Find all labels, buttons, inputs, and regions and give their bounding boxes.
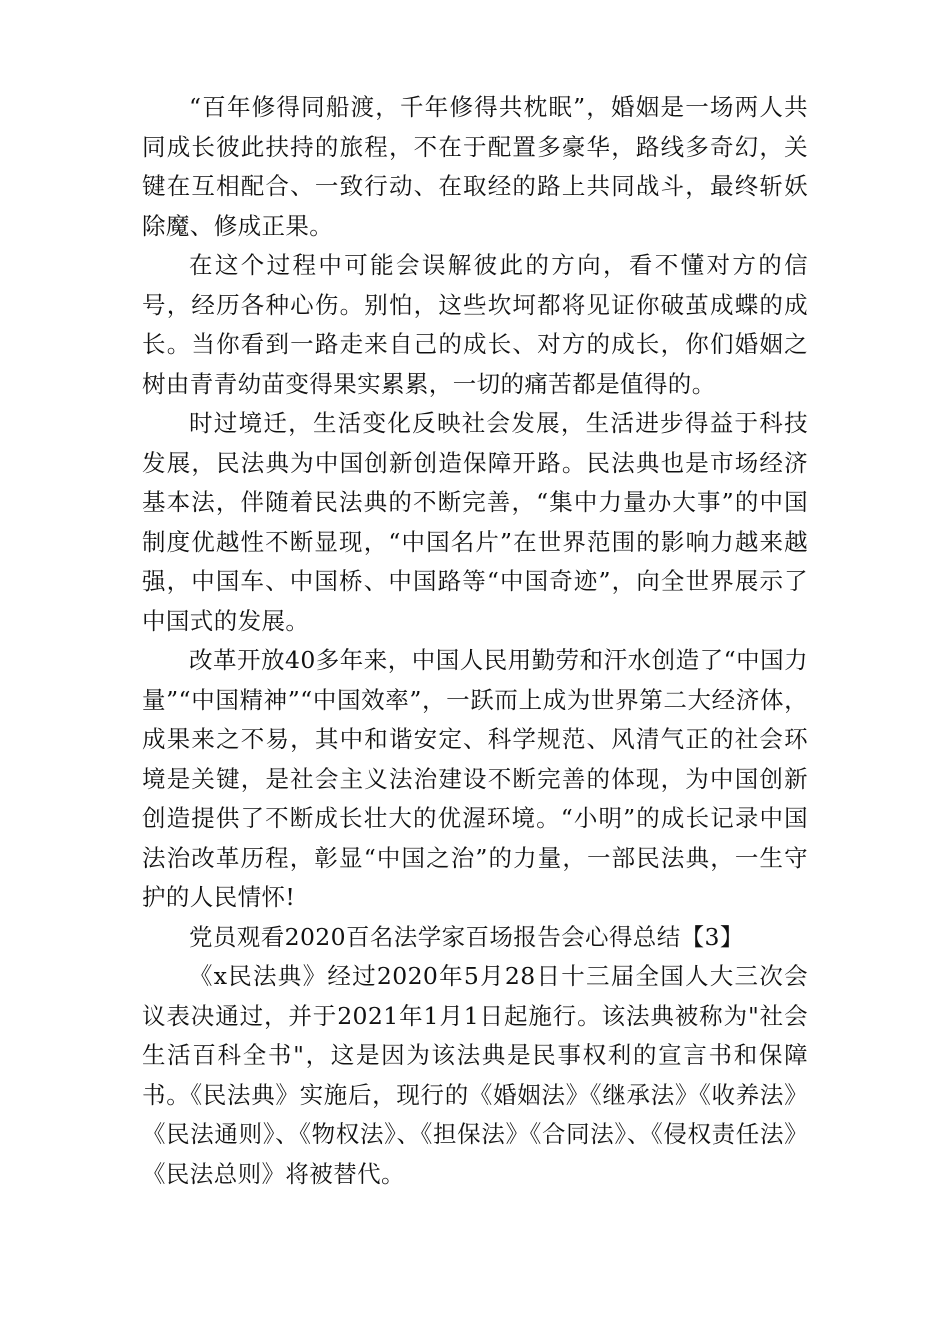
paragraph-marriage-journey: “百年修得同船渡，千年修得共枕眠”，婚姻是一场两人共同成长彼此扶持的旅程，不在于配置多豪华，路线多奇幻，关键在互相配合、一致行动、在取经的路上共同战斗，最终斩妖除魔、修成正果。 (142, 93, 808, 240)
paragraph-reform-opening: 改革开放40多年来，中国人民用勤劳和汗水创造了“中国力量”“中国精神”“中国效率”，一跃而上成为世界第二大经济体，成果来之不易，其中和谐安定、科学规范、风清气正的社会环境是关键，是社会主义法治建设不断完善的体现，为中国创新创造提供了不断成长壮大的优渥环境。“小明”的成长记录中国法治改革历程，彰显“中国之治”的力量，一部民法典，一生守护的人民情怀! (142, 646, 808, 911)
document-body (142, 88, 808, 1194)
paragraph-civil-code-development: 时过境迁，生活变化反映社会发展，生活进步得益于科技发展，民法典为中国创新创造保障开路。民法典也是市场经济基本法，伴随着民法典的不断完善，“集中力量办大事”的中国制度优越性不断显现，“中国名片”在世界范围的影响力越来越强，中国车、中国桥、中国路等“中国奇迹”，向全世界展示了中国式的发展。 (142, 409, 808, 635)
section-heading: 党员观看2020百名法学家百场报告会心得总结【3】 (189, 922, 744, 951)
paragraph-civil-code-adoption: 《x民法典》经过2020年5月28日十三届全国人大三次会议表决通过，并于2021年1月1日起施行。该法典被称为"社会生活百科全书"，这是因为该法典是民事权利的宣言书和保障书。《民法典》实施后，现行的《婚姻法》《继承法》《收养法》《民法通则》、《物权法》、《担保法》《合同法》、《侵权责任法》《民法总则》将被替代。 (142, 962, 808, 1188)
paragraph-growth: 在这个过程中可能会误解彼此的方向，看不懂对方的信号，经历各种心伤。别怕，这些坎坷都将见证你破茧成蝶的成长。当你看到一路走来自己的成长、对方的成长，你们婚姻之树由青青幼苗变得果实累累，一切的痛苦都是值得的。 (142, 251, 808, 398)
